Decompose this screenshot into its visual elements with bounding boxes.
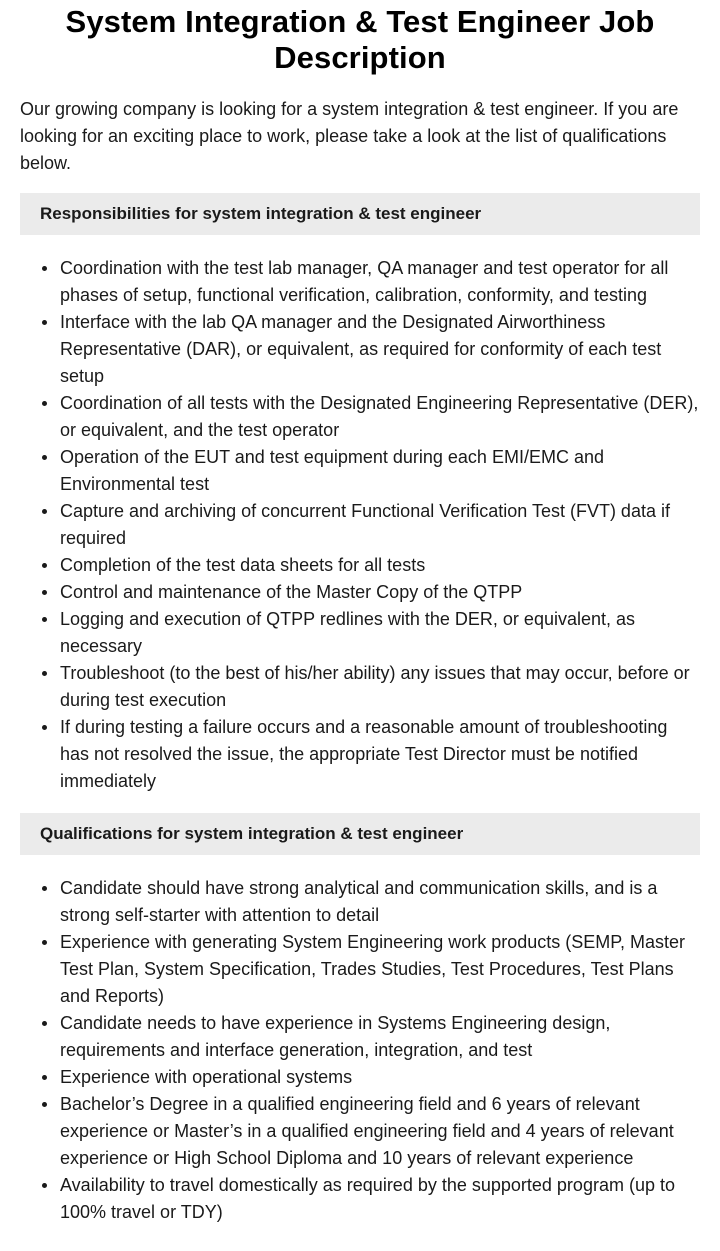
list-item: Bachelor’s Degree in a qualified engineering field and 6 years of relevant experience or Master’s in a qualified engineering field and 4 years of relevant experience or High School Diploma and 10 years of relevant experience <box>60 1091 700 1172</box>
responsibilities-heading: Responsibilities for system integration & test engineer <box>20 193 700 235</box>
list-item: If during testing a failure occurs and a reasonable amount of troubleshooting has not resolved the issue, the appropriate Test Director must be notified immediately <box>60 714 700 795</box>
list-item: Control and maintenance of the Master Copy of the QTPP <box>60 579 700 606</box>
page-title: System Integration & Test Engineer Job Description <box>65 4 655 75</box>
list-item: Capture and archiving of concurrent Functional Verification Test (FVT) data if required <box>60 498 700 552</box>
list-item: Availability to travel domestically as required by the supported program (up to 100% travel or TDY) <box>60 1172 700 1226</box>
list-item: Operation of the EUT and test equipment during each EMI/EMC and Environmental test <box>60 444 700 498</box>
list-item: Candidate needs to have experience in Systems Engineering design, requirements and interface generation, integration, and test <box>60 1010 700 1064</box>
intro-paragraph: Our growing company is looking for a system integration & test engineer. If you are looking for an exciting place to work, please take a look at the list of qualifications below. <box>20 99 679 173</box>
list-item: Logging and execution of QTPP redlines with the DER, or equivalent, as necessary <box>60 606 700 660</box>
list-item: Coordination of all tests with the Designated Engineering Representative (DER), or equivalent, and the test operator <box>60 390 700 444</box>
qualifications-list <box>20 875 700 1226</box>
list-item: Experience with operational systems <box>60 1064 700 1091</box>
qualifications-heading: Qualifications for system integration & test engineer <box>20 813 700 855</box>
list-item: Experience with generating System Engineering work products (SEMP, Master Test Plan, System Specification, Trades Studies, Test Procedures, Test Plans and Reports) <box>60 929 700 1010</box>
list-item: Interface with the lab QA manager and the Designated Airworthiness Representative (DAR), or equivalent, as required for conformity of each test setup <box>60 309 700 390</box>
list-item: Candidate should have strong analytical and communication skills, and is a strong self-starter with attention to detail <box>60 875 700 929</box>
list-item: Completion of the test data sheets for all tests <box>60 552 700 579</box>
list-item: Coordination with the test lab manager, QA manager and test operator for all phases of setup, functional verification, calibration, conformity, and testing <box>60 255 700 309</box>
responsibilities-list <box>20 255 700 795</box>
list-item: Troubleshoot (to the best of his/her ability) any issues that may occur, before or during test execution <box>60 660 700 714</box>
